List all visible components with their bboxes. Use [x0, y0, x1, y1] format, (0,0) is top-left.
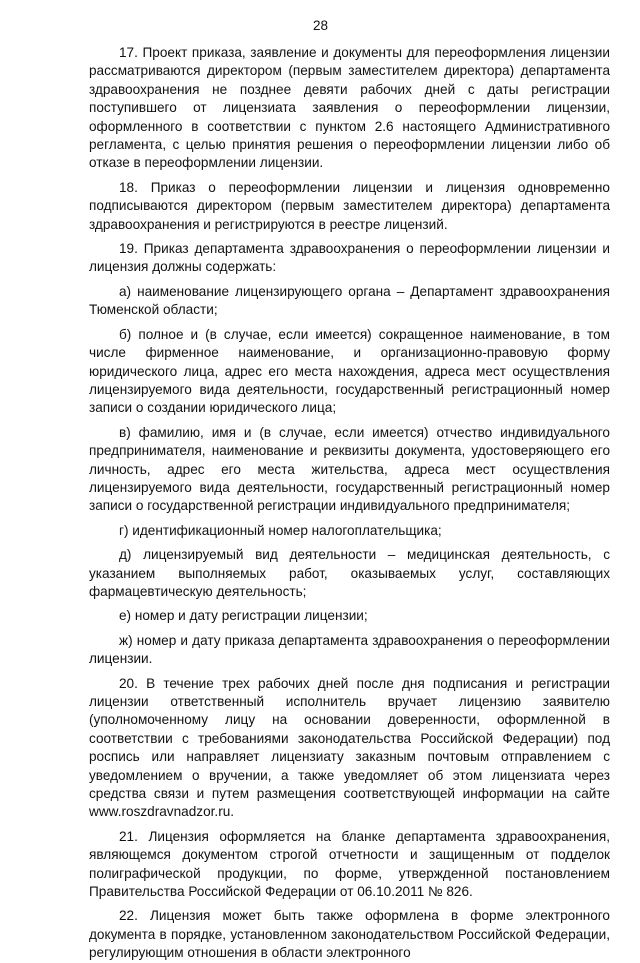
- list-item-b: б) полное и (в случае, если имеется) сокращенное наименование, в том числе фирменное наименование, и организационно-правовую форму юридического лица, адрес его места нахождения, адреса мест осуществления лицензируемого вида деятельности, государственный регистрационный номер записи о создании юридического лица;: [89, 326, 610, 416]
- paragraph-18: 18. Приказ о переоформлении лицензии и лицензия одновременно подписываются директором (первым заместителем директора) департамента здравоохранения и регистрируются в реестре лицензий.: [89, 179, 610, 232]
- paragraph-22: 22. Лицензия может быть также оформлена в форме электронного документа в порядке, установленном законодательством Российской Федерации, регулирующим отношения в области электронного: [89, 908, 610, 961]
- list-item-a: а) наименование лицензирующего органа – Департамент здравоохранения Тюменской области;: [89, 283, 610, 318]
- list-item-d: д) лицензируемый вид деятельности – медицинская деятельность, с указанием выполняемых работ, оказываемых услуг, составляющих фармацевтическую деятельность;: [89, 547, 610, 599]
- page-number: 28: [312, 18, 329, 33]
- paragraph-19: 19. Приказ департамента здравоохранения о переоформлении лицензии и лицензия должны содержать:: [89, 241, 610, 275]
- list-item-e: е) номер и дату регистрации лицензии;: [119, 608, 368, 624]
- paragraph-17: 17. Проект приказа, заявление и документы для переоформления лицензии рассматриваются директором (первым заместителем директора) департамента здравоохранения не позднее девяти рабочих дней с даты регистрации поступившего от лицензиата заявления о переоформлении лицензии, оформленного в соответствии с пунктом 2.6 настоящего Административного регламента, с целью принятия решения о переоформлении лицензии либо об отказе в переоформлении лицензии.: [89, 45, 610, 171]
- list-item-zh: ж) номер и дату приказа департамента здравоохранения о переоформлении лицензии.: [89, 632, 610, 667]
- list-item-g: г) идентификационный номер налогоплательщика;: [119, 522, 442, 538]
- paragraph-21: 21. Лицензия оформляется на бланке департамента здравоохранения, являющемся документом строгой отчетности и защищенным от подделок полиграфической продукции, по форме, утвержденной постановлением Правительства Российской Федерации от 06.10.2011 № 826.: [89, 828, 610, 900]
- list-item-v: в) фамилию, имя и (в случае, если имеется) отчество индивидуального предпринимателя, наименование и реквизиты документа, удостоверяющего его личность, адрес его места жительства, адреса мест осуществления лицензируемого вида деятельности, государственный регистрационный номер записи о государственной регистрации индивидуального предпринимателя;: [89, 424, 610, 514]
- paragraph-20: 20. В течение трех рабочих дней после дня подписания и регистрации лицензии ответственный исполнитель вручает лицензию заявителю (уполномоченному лицу на основании доверенности, оформленной в соответствии с требованиями законодательства Российской Федерации) под роспись или направляет лицензиату заказным почтовым отправлением с уведомлением о вручении, а также уведомляет об этом лицензиата через средства связи и путем размещения соответствующей информации на сайте www.roszdravnadzor.ru.: [89, 675, 610, 820]
